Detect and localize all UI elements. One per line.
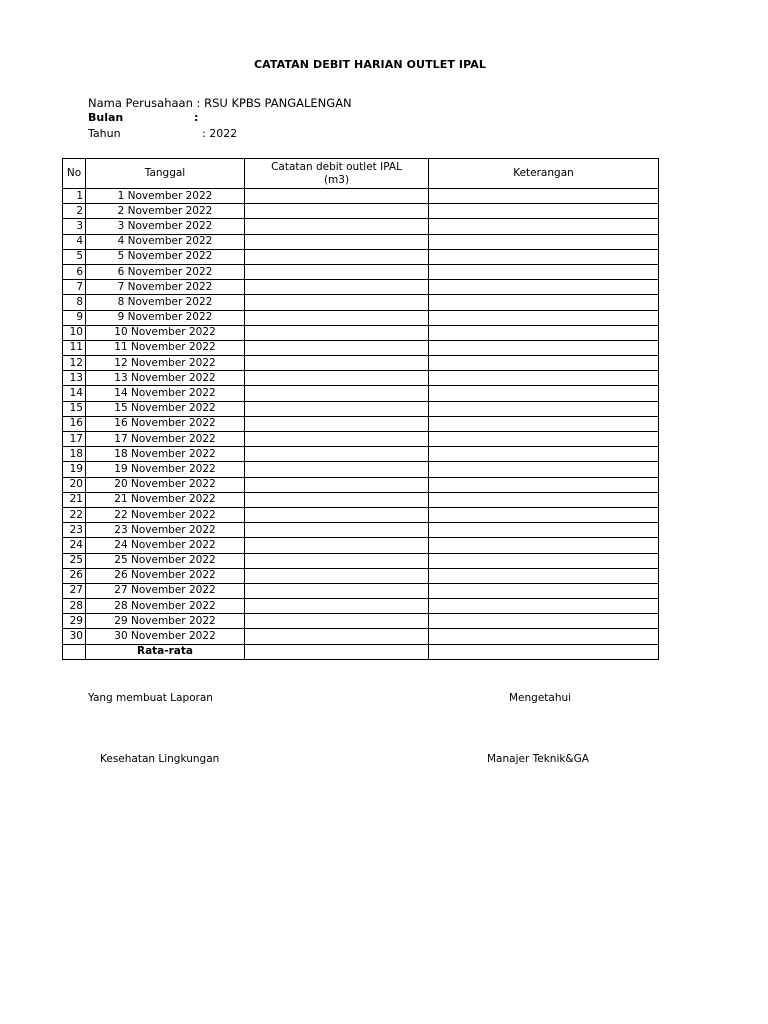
table-row [63,325,659,340]
table-row [63,401,659,416]
row-note-cell[interactable] [429,401,659,416]
row-no: 18 [63,447,86,462]
row-no: 22 [63,507,86,522]
row-note-cell[interactable] [429,583,659,598]
month-row [88,111,228,124]
row-debit-cell[interactable] [245,629,429,644]
row-no: 23 [63,523,86,538]
row-debit-cell[interactable] [245,295,429,310]
table-row [63,295,659,310]
row-no: 30 [63,629,86,644]
company-value: : RSU KPBS PANGALENGAN [196,96,352,110]
row-note-cell[interactable] [429,507,659,522]
approver-label: Mengetahui [509,692,572,704]
row-debit-cell[interactable] [245,492,429,507]
row-note-cell[interactable] [429,295,659,310]
row-no: 19 [63,462,86,477]
row-debit-cell[interactable] [245,568,429,583]
row-no: 14 [63,386,86,401]
row-no: 15 [63,401,86,416]
row-date: 11 November 2022 [86,340,245,355]
table-row [63,568,659,583]
row-date: 5 November 2022 [86,249,245,264]
header-no: No [63,159,86,189]
row-no: 20 [63,477,86,492]
row-note-cell[interactable] [429,234,659,249]
row-date: 24 November 2022 [86,538,245,553]
header-debit [245,159,429,189]
average-no-cell [63,644,86,659]
row-debit-cell[interactable] [245,599,429,614]
row-debit-cell[interactable] [245,447,429,462]
header-debit-line1: Catatan debit outlet IPAL [271,160,402,173]
row-note-cell[interactable] [429,599,659,614]
header-note: Keterangan [429,159,659,189]
row-debit-cell[interactable] [245,356,429,371]
debit-table [62,158,659,660]
approver-role: Manajer Teknik&GA [487,753,589,765]
row-debit-cell[interactable] [245,523,429,538]
row-date: 3 November 2022 [86,219,245,234]
row-debit-cell[interactable] [245,249,429,264]
table-row [63,447,659,462]
row-note-cell[interactable] [429,356,659,371]
header-date: Tanggal [86,159,245,189]
row-debit-cell[interactable] [245,507,429,522]
row-note-cell[interactable] [429,280,659,295]
row-note-cell[interactable] [429,310,659,325]
row-debit-cell[interactable] [245,189,429,204]
row-no: 27 [63,583,86,598]
row-date: 8 November 2022 [86,295,245,310]
row-no: 26 [63,568,86,583]
table-row [63,264,659,279]
row-debit-cell[interactable] [245,280,429,295]
row-note-cell[interactable] [429,538,659,553]
table-row [63,614,659,629]
row-note-cell[interactable] [429,432,659,447]
row-no: 25 [63,553,86,568]
row-note-cell[interactable] [429,462,659,477]
row-debit-cell[interactable] [245,386,429,401]
table-row [63,249,659,264]
row-no: 6 [63,264,86,279]
row-no: 24 [63,538,86,553]
row-date: 17 November 2022 [86,432,245,447]
row-note-cell[interactable] [429,219,659,234]
row-date: 18 November 2022 [86,447,245,462]
month-value: : [194,111,199,124]
table-row [63,629,659,644]
row-debit-cell[interactable] [245,432,429,447]
row-no: 4 [63,234,86,249]
row-debit-cell[interactable] [245,553,429,568]
table-row [63,189,659,204]
row-date: 4 November 2022 [86,234,245,249]
year-label: Tahun [88,127,121,140]
row-date: 2 November 2022 [86,204,245,219]
row-note-cell[interactable] [429,492,659,507]
row-date: 7 November 2022 [86,280,245,295]
row-note-cell[interactable] [429,629,659,644]
row-date: 20 November 2022 [86,477,245,492]
row-date: 25 November 2022 [86,553,245,568]
row-date: 22 November 2022 [86,507,245,522]
table-row [63,340,659,355]
year-value: : 2022 [202,127,238,140]
row-debit-cell[interactable] [245,401,429,416]
average-note-cell[interactable] [429,644,659,659]
row-debit-cell[interactable] [245,462,429,477]
row-no: 17 [63,432,86,447]
row-no: 5 [63,249,86,264]
row-note-cell[interactable] [429,523,659,538]
table-row [63,432,659,447]
average-row [63,644,659,659]
row-debit-cell[interactable] [245,264,429,279]
row-note-cell[interactable] [429,325,659,340]
row-date: 23 November 2022 [86,523,245,538]
row-no: 7 [63,280,86,295]
row-debit-cell[interactable] [245,234,429,249]
row-date: 19 November 2022 [86,462,245,477]
row-debit-cell[interactable] [245,477,429,492]
row-debit-cell[interactable] [245,219,429,234]
table-row [63,477,659,492]
table-row [63,599,659,614]
row-date: 16 November 2022 [86,416,245,431]
table-header-row [63,159,659,189]
row-date: 27 November 2022 [86,583,245,598]
row-date: 14 November 2022 [86,386,245,401]
header-debit-line2: (m3) [323,173,350,186]
row-no: 11 [63,340,86,355]
row-no: 2 [63,204,86,219]
table-row [63,371,659,386]
row-date: 30 November 2022 [86,629,245,644]
row-note-cell[interactable] [429,249,659,264]
row-no: 16 [63,416,86,431]
maker-role: Kesehatan Lingkungan [100,753,220,765]
row-debit-cell[interactable] [245,583,429,598]
row-no: 10 [63,325,86,340]
table-row [63,204,659,219]
table-row [63,583,659,598]
row-date: 13 November 2022 [86,371,245,386]
table-row [63,356,659,371]
row-no: 1 [63,189,86,204]
table-row [63,234,659,249]
row-date: 9 November 2022 [86,310,245,325]
maker-label: Yang membuat Laporan [88,692,213,704]
row-note-cell[interactable] [429,189,659,204]
row-note-cell[interactable] [429,553,659,568]
table-row [63,538,659,553]
row-note-cell[interactable] [429,264,659,279]
row-no: 29 [63,614,86,629]
table-row [63,492,659,507]
row-note-cell[interactable] [429,614,659,629]
row-note-cell[interactable] [429,447,659,462]
table-row [63,219,659,234]
row-date: 28 November 2022 [86,599,245,614]
row-debit-cell[interactable] [245,614,429,629]
average-debit-cell[interactable] [245,644,429,659]
row-no: 13 [63,371,86,386]
row-note-cell[interactable] [429,477,659,492]
row-debit-cell[interactable] [245,204,429,219]
table-row [63,523,659,538]
month-label: Bulan [88,111,124,124]
row-debit-cell[interactable] [245,340,429,355]
company-row [88,96,352,110]
row-debit-cell[interactable] [245,310,429,325]
row-date: 1 November 2022 [86,189,245,204]
table-row [63,310,659,325]
table-row [63,553,659,568]
row-date: 26 November 2022 [86,568,245,583]
row-note-cell[interactable] [429,371,659,386]
row-note-cell[interactable] [429,568,659,583]
row-note-cell[interactable] [429,416,659,431]
row-no: 3 [63,219,86,234]
table-row [63,416,659,431]
company-label: Nama Perusahaan [88,96,193,110]
row-note-cell[interactable] [429,204,659,219]
row-debit-cell[interactable] [245,325,429,340]
average-label: Rata-rata [86,644,245,659]
row-no: 28 [63,599,86,614]
row-debit-cell[interactable] [245,416,429,431]
row-date: 6 November 2022 [86,264,245,279]
row-note-cell[interactable] [429,340,659,355]
row-no: 8 [63,295,86,310]
row-no: 9 [63,310,86,325]
row-no: 21 [63,492,86,507]
row-date: 15 November 2022 [86,401,245,416]
table-row [63,507,659,522]
row-date: 10 November 2022 [86,325,245,340]
table-row [63,280,659,295]
row-note-cell[interactable] [429,386,659,401]
row-date: 21 November 2022 [86,492,245,507]
year-row [88,127,288,140]
row-no: 12 [63,356,86,371]
row-debit-cell[interactable] [245,371,429,386]
row-date: 12 November 2022 [86,356,245,371]
document-title: CATATAN DEBIT HARIAN OUTLET IPAL [253,58,487,71]
row-debit-cell[interactable] [245,538,429,553]
table-row [63,386,659,401]
table-row [63,462,659,477]
row-date: 29 November 2022 [86,614,245,629]
